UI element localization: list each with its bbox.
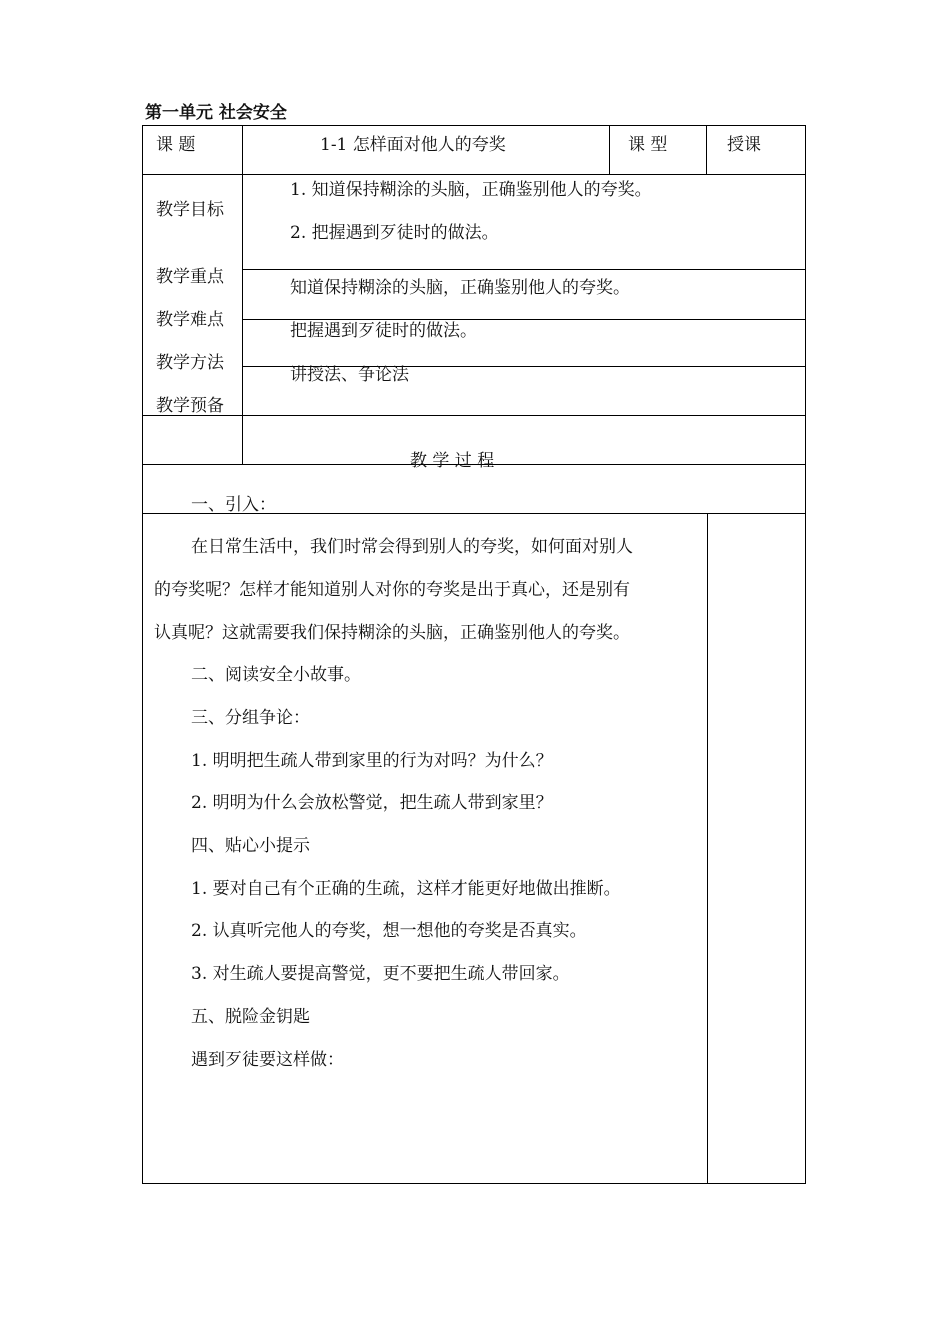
process-line: 2. 明明为什么会放松警觉，把生疏人带到家里？ bbox=[191, 793, 553, 813]
prep-label: 教学预备 bbox=[156, 396, 224, 416]
process-line: 在日常生活中，我们时常会得到别人的夸奖，如何面对别人 bbox=[191, 537, 633, 557]
difficulty-value: 把握遇到歹徒时的做法。 bbox=[290, 321, 477, 341]
process-line: 1. 要对自己有个正确的生疏，这样才能更好地做出推断。 bbox=[191, 879, 621, 899]
process-line: 3. 对生疏人要提高警觉，更不要把生疏人带回家。 bbox=[191, 964, 570, 984]
process-line: 三、分组争论： bbox=[191, 708, 310, 728]
method-label: 教学方法 bbox=[156, 353, 224, 373]
process-heading: 教 学 过 程 bbox=[410, 451, 495, 471]
process-line: 的夸奖呢？怎样才能知道别人对你的夸奖是出于真心，还是别有 bbox=[154, 580, 630, 600]
unit-title: 第一单元 社会安全 bbox=[145, 103, 287, 123]
method-value: 讲授法、争论法 bbox=[290, 365, 409, 385]
process-intro: 一、引入： bbox=[191, 495, 276, 515]
goals-label: 教学目标 bbox=[156, 200, 224, 220]
process-line: 四、贴心小提示 bbox=[191, 836, 310, 856]
goal-item: 2. 把握遇到歹徒时的做法。 bbox=[290, 223, 499, 243]
type-label: 课 型 bbox=[628, 135, 668, 155]
process-line: 1. 明明把生疏人带到家里的行为对吗？为什么？ bbox=[191, 751, 553, 771]
process-line: 2. 认真听完他人的夸奖，想一想他的夸奖是否真实。 bbox=[191, 921, 587, 941]
topic-value: 1-1 怎样面对他人的夸奖 bbox=[320, 135, 506, 155]
type-value: 授课 bbox=[727, 135, 761, 155]
key-label: 教学重点 bbox=[156, 267, 224, 287]
topic-label: 课 题 bbox=[156, 135, 196, 155]
goal-item: 1. 知道保持糊涂的头脑，正确鉴别他人的夸奖。 bbox=[290, 180, 652, 200]
process-line: 二、阅读安全小故事。 bbox=[191, 665, 361, 685]
difficulty-label: 教学难点 bbox=[156, 310, 224, 330]
process-line: 认真呢？这就需要我们保持糊涂的头脑，正确鉴别他人的夸奖。 bbox=[154, 623, 630, 643]
key-value: 知道保持糊涂的头脑，正确鉴别他人的夸奖。 bbox=[290, 278, 630, 298]
process-line: 五、脱险金钥匙 bbox=[191, 1007, 310, 1027]
process-line: 遇到歹徒要这样做： bbox=[191, 1050, 344, 1070]
